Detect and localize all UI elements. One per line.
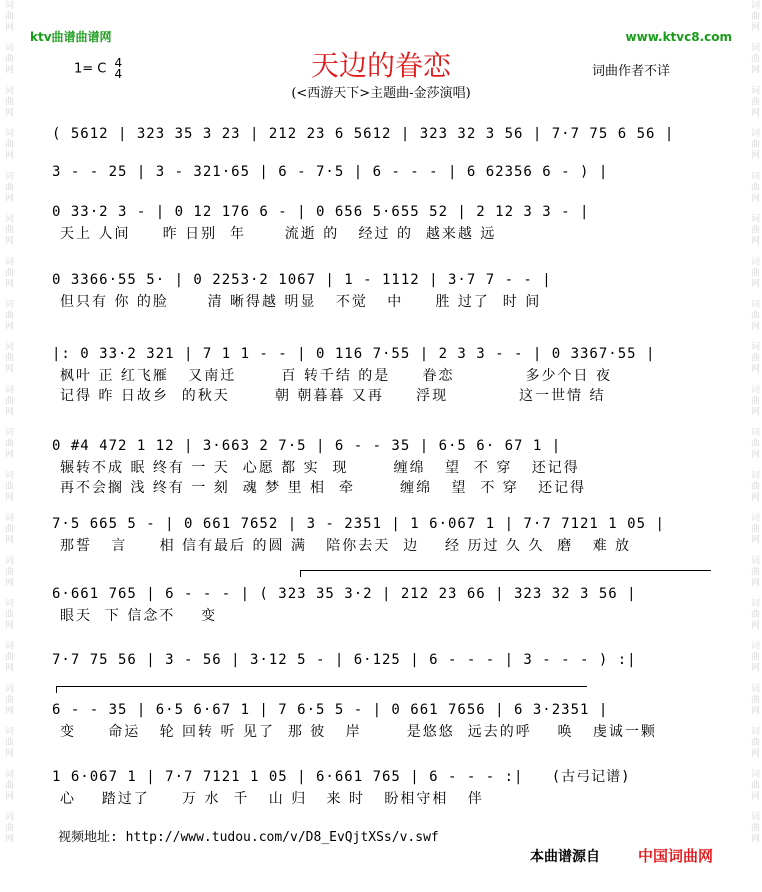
lyric-line: 心 踏过了 万 水 千 山 归 来 时 盼相守相 伴 (60, 791, 484, 807)
watermark-right: 词曲网 词曲网 词曲网 词曲网 词曲网 词曲网 词曲网 词曲网 词曲网 词曲网 词曲网 词曲网 词曲网 词曲网 词曲网 词曲网 词曲网 词曲网 词曲网 词曲网 (749, 0, 759, 845)
lyric-line: 再不会搁 浅 终有 一 刻 魂 梦 里 相 牵 缠绵 望 不 穿 还记得 (60, 480, 587, 496)
time-numerator: 4 (114, 56, 123, 70)
lyric-line: 那誓 言 相 信有最后 的圆 满 陪你去天 边 经 历过 久 久 磨 难 放 (60, 538, 632, 554)
score-row (52, 698, 717, 742)
notation-line: 7·5 665 5 - | 0 661 7652 | 3 - 2351 | 1 6·067 1 | 7·7 7121 1 05 | (52, 516, 665, 532)
notation-line: 6·661 765 | 6 - - - | ( 323 35 3·2 | 212 23 66 | 323 32 3 56 | (52, 586, 637, 602)
lyric-line: 记得 昨 日故乡 的秋天 朝 朝暮暮 又再 浮现 这一世情 结 (60, 388, 606, 404)
key-signature (74, 58, 122, 80)
score-row (52, 512, 717, 556)
video-link[interactable]: 视频地址: http://www.tudou.com/v/D8_EvQjtXSs/v.swf (58, 830, 439, 845)
site-right[interactable]: www.ktvc8.com (625, 30, 732, 44)
score-row (52, 122, 717, 146)
author: 词曲作者不详 (592, 64, 671, 79)
volta-1 (300, 570, 711, 577)
lyric-line: 但只有 你 的脸 清 晰得越 明显 不觉 中 胜 过了 时 间 (60, 294, 542, 310)
lyric-line: 眼天 下 信念不 变 (60, 608, 218, 624)
source-label: 本曲谱源自 (530, 849, 600, 865)
lyric-line: 天上 人间 昨 日别 年 流逝 的 经过 的 越来越 远 (60, 226, 497, 242)
watermark-left: 词曲网 词曲网 词曲网 词曲网 词曲网 词曲网 词曲网 词曲网 词曲网 词曲网 词曲网 词曲网 词曲网 词曲网 词曲网 词曲网 词曲网 词曲网 词曲网 词曲网 (3, 0, 13, 845)
notation-line: 0 3366·55 5· | 0 2253·2 1067 | 1 - 1112 | 3·7 7 - - | (52, 272, 552, 288)
score-row (52, 648, 717, 672)
score-row (52, 200, 717, 244)
volta-2 (56, 686, 587, 693)
site-left[interactable]: ktv曲谱曲谱网 (30, 30, 112, 44)
notation-line: 1 6·067 1 | 7·7 7121 1 05 | 6·661 765 | 6 - - - :| (古弓记谱) (52, 769, 631, 785)
lyric-line: 枫叶 正 红飞雁 又南迁 百 转千结 的是 眷恋 多少个日 夜 (60, 368, 612, 384)
key-label: 1= C (74, 61, 107, 77)
score-row (52, 582, 717, 626)
score-row (52, 434, 717, 498)
notation-line: 6 - - 35 | 6·5 6·67 1 | 7 6·5 5 - | 0 661 7656 | 6 3·2351 | (52, 702, 609, 718)
time-denominator: 4 (114, 67, 123, 81)
time-signature (115, 58, 123, 80)
notation-line: 3 - - 25 | 3 - 321·65 | 6 - 7·5 | 6 - - - | 6 62356 6 - ) | (52, 164, 609, 180)
notation-line: 7·7 75 56 | 3 - 56 | 3·12 5 - | 6·125 | 6 - - - | 3 - - - ) :| (52, 652, 637, 668)
notation-line: 0 33·2 3 - | 0 12 176 6 - | 0 656 5·655 52 | 2 12 3 3 - | (52, 204, 590, 220)
lyric-line: 辗转不成 眠 终有 一 天 心愿 都 实 现 缠绵 望 不 穿 还记得 (60, 460, 580, 476)
subtitle: (<西游天下>主题曲-金莎演唱) (291, 86, 471, 101)
score-row (52, 160, 717, 184)
notation-line: |: 0 33·2 321 | 7 1 1 - - | 0 116 7·55 | 2 3 3 - - | 0 3367·55 | (52, 346, 656, 362)
notation-line: 0 #4 472 1 12 | 3·663 2 7·5 | 6 - - 35 | 6·5 6· 67 1 | (52, 438, 562, 454)
score-row (52, 342, 717, 406)
score-row (52, 268, 717, 312)
lyric-line: 变 命运 轮 回转 听 见了 那 彼 岸 是悠悠 远去的呼 唤 虔诚一颗 (60, 724, 657, 740)
brand-link[interactable]: 中国词曲网 (638, 847, 714, 865)
song-title: 天边的眷恋 (310, 49, 451, 82)
notation-line: ( 5612 | 323 35 3 23 | 212 23 6 5612 | 323 32 3 56 | 7·7 75 6 56 | (52, 126, 675, 142)
score-row (52, 765, 717, 809)
